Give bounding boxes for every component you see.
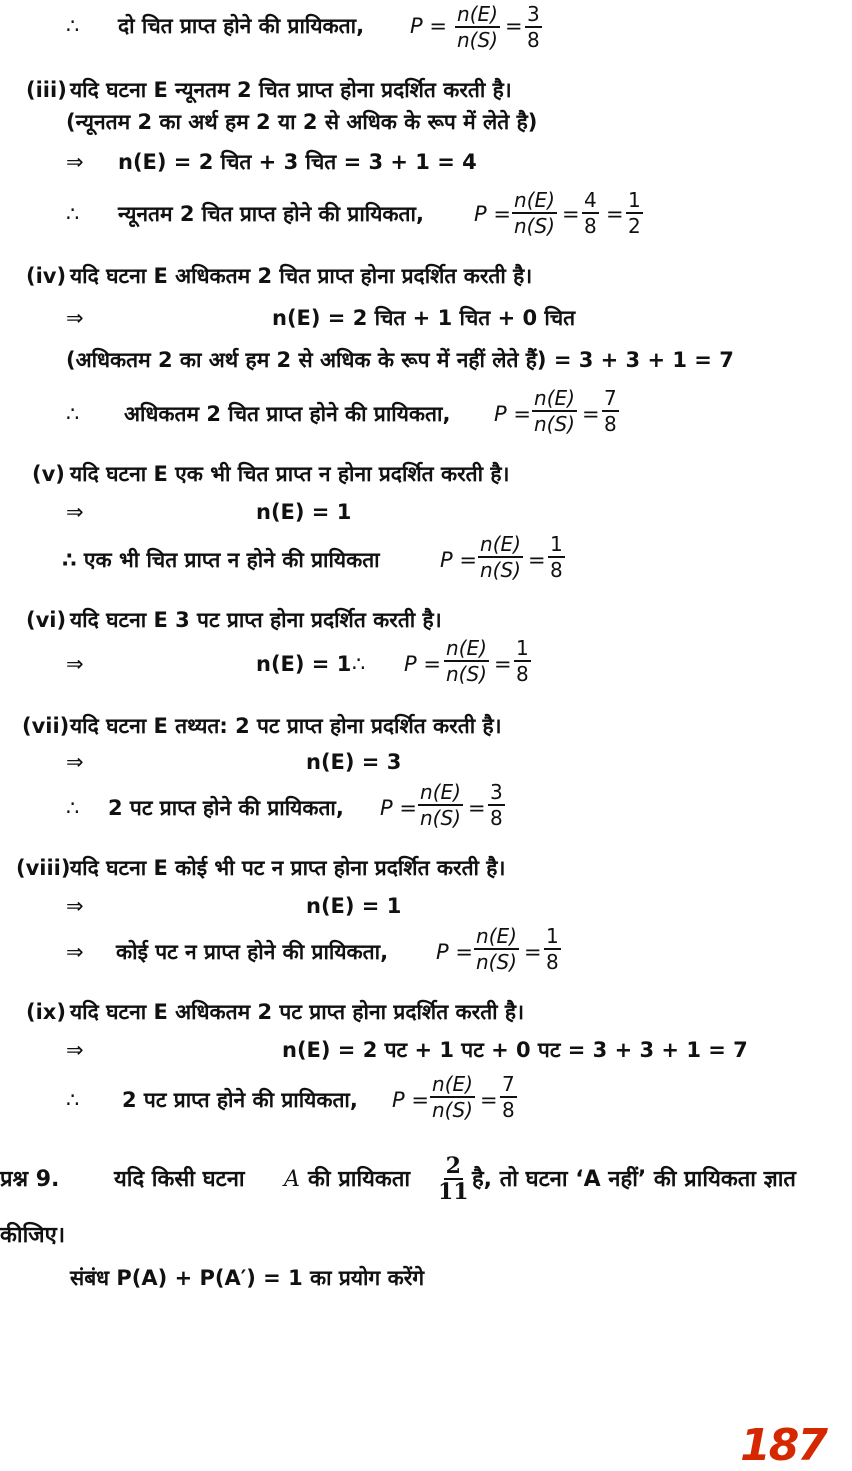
fraction-ne-ns xyxy=(430,1072,475,1122)
fraction-denominator: 8 xyxy=(584,214,597,238)
label-iii: (iii) xyxy=(26,78,67,102)
fraction-denominator: n(S) xyxy=(432,1098,473,1122)
implies-arrow: ⇒ xyxy=(66,306,84,330)
equals-sign: = xyxy=(524,940,542,964)
fraction-numerator: 1 xyxy=(516,636,529,660)
fraction-numerator: n(E) xyxy=(446,636,487,660)
label-vi: (vi) xyxy=(26,608,67,632)
fraction-numerator: 1 xyxy=(546,924,559,948)
p-equals: P = xyxy=(410,14,447,38)
p-equals: P = xyxy=(474,202,511,226)
fraction-value xyxy=(582,188,599,238)
page-number: 187 xyxy=(740,1420,826,1471)
label-ix: (ix) xyxy=(26,1000,66,1024)
fraction-value xyxy=(548,532,565,582)
probability-text: अधिकतम 2 चित प्राप्त होने की प्रायिकता, xyxy=(124,402,451,426)
fraction-denominator: 8 xyxy=(502,1098,515,1122)
equals-sign: = xyxy=(562,202,580,226)
fraction-numerator: n(E) xyxy=(457,2,498,26)
fraction-numerator: n(E) xyxy=(514,188,555,212)
case-iii-note: (न्यूनतम 2 का अर्थ हम 2 या 2 से अधिक के रूप में लेते है) xyxy=(66,110,538,134)
case-iii-ne: n(E) = 2 चित + 3 चित = 3 + 1 = 4 xyxy=(118,150,477,174)
fraction-ne-ns xyxy=(512,188,557,238)
fraction-numerator: n(E) xyxy=(476,924,517,948)
fraction-denominator: n(S) xyxy=(514,214,555,238)
fraction-numerator: 7 xyxy=(604,386,617,410)
fraction-value xyxy=(544,924,561,974)
implies-arrow: ⇒ xyxy=(66,1038,84,1062)
case-iv-ne: n(E) = 2 चित + 1 चित + 0 चित xyxy=(272,306,576,330)
fraction-value xyxy=(602,386,619,436)
fraction-ne-ns xyxy=(418,780,463,830)
label-viii: (viii) xyxy=(16,856,71,880)
case-ix-ne: n(E) = 2 पट + 1 पट + 0 पट = 3 + 3 + 1 = 7 xyxy=(282,1038,748,1062)
fraction-denominator: 8 xyxy=(604,412,617,436)
probability-text: कोई पट न प्राप्त होने की प्रायिकता, xyxy=(116,940,389,964)
fraction-denominator: 8 xyxy=(490,806,503,830)
fraction-denominator: 8 xyxy=(527,28,540,52)
fraction-numerator: 1 xyxy=(628,188,641,212)
fraction-denominator: n(S) xyxy=(457,28,498,52)
fraction-numerator: n(E) xyxy=(432,1072,473,1096)
fraction-ne-ns xyxy=(444,636,489,686)
label-vii: (vii) xyxy=(22,714,70,738)
question-9-text-d: कीजिए। xyxy=(0,1223,66,1248)
fraction-value xyxy=(488,780,505,830)
p-equals: P = xyxy=(404,652,441,676)
therefore-symbol: ∴ xyxy=(66,796,80,820)
therefore-symbol: ∴ xyxy=(66,202,80,226)
p-equals: P = xyxy=(392,1088,429,1112)
equals-sign: = xyxy=(505,14,523,38)
case-v-statement: यदि घटना E एक भी चित प्राप्त न होना प्रदर्शित करती है। xyxy=(70,462,510,486)
fraction-value xyxy=(500,1072,517,1122)
fraction-denominator: 2 xyxy=(628,214,641,238)
probability-text: 2 पट प्राप्त होने की प्रायिकता, xyxy=(108,796,344,820)
therefore-symbol: ∴ xyxy=(66,14,80,38)
implies-arrow: ⇒ xyxy=(66,500,84,524)
case-viii-ne: n(E) = 1 xyxy=(306,894,402,918)
implies-arrow: ⇒ xyxy=(66,652,84,676)
implies-arrow: ⇒ xyxy=(66,894,84,918)
fraction-numerator: 1 xyxy=(550,532,563,556)
fraction-numerator: n(E) xyxy=(534,386,575,410)
question-9-label: प्रश्न 9. xyxy=(0,1167,60,1192)
fraction-numerator: 3 xyxy=(527,2,540,26)
fraction-numerator: n(E) xyxy=(480,532,521,556)
label-v: (v) xyxy=(32,462,65,486)
therefore-symbol: ∴ xyxy=(352,652,366,676)
fraction-value xyxy=(514,636,531,686)
fraction-denominator: 11 xyxy=(438,1179,469,1205)
case-vii-statement: यदि घटना E तथ्यत: 2 पट प्राप्त होना प्रदर्शित करती है। xyxy=(70,714,502,738)
fraction-numerator: n(E) xyxy=(420,780,461,804)
fraction-denominator: n(S) xyxy=(420,806,461,830)
p-equals: P = xyxy=(436,940,473,964)
fraction-denominator: n(S) xyxy=(446,662,487,686)
fraction-numerator: 7 xyxy=(502,1072,515,1096)
question-9-var: A xyxy=(284,1167,300,1192)
fraction-numerator: 4 xyxy=(584,188,597,212)
fraction-ne-ns xyxy=(474,924,519,974)
case-iv-note: (अधिकतम 2 का अर्थ हम 2 से अधिक के रूप में नहीं लेते हैं) = 3 + 3 + 1 = 7 xyxy=(66,348,734,372)
probability-text: न्यूनतम 2 चित प्राप्त होने की प्रायिकता, xyxy=(118,202,424,226)
fraction-value xyxy=(626,188,643,238)
fraction-ne-ns xyxy=(532,386,577,436)
fraction-denominator: 8 xyxy=(546,950,559,974)
fraction-value xyxy=(525,2,542,52)
case-vii-ne: n(E) = 3 xyxy=(306,750,402,774)
fraction-numerator: 2 xyxy=(445,1153,461,1179)
fraction-denominator: n(S) xyxy=(480,558,521,582)
label-iv: (iv) xyxy=(26,264,67,288)
therefore-symbol: ∴ xyxy=(66,402,80,426)
equals-sign: = xyxy=(528,548,546,572)
case-viii-statement: यदि घटना E कोई भी पट न प्राप्त होना प्रदर्शित करती है। xyxy=(70,856,506,880)
implies-arrow: ⇒ xyxy=(66,940,84,964)
probability-text: ∴ एक भी चित प्राप्त न होने की प्रायिकता xyxy=(62,548,380,572)
probability-text: दो चित प्राप्त होने की प्रायिकता, xyxy=(118,14,365,38)
fraction-ne-ns xyxy=(478,532,523,582)
question-9-text-c: है, तो घटना ‘A नहीं’ की प्रायिकता ज्ञात xyxy=(472,1167,796,1192)
fraction-ne-ns xyxy=(455,2,500,52)
fraction-denominator: n(S) xyxy=(534,412,575,436)
case-vi-ne: n(E) = 1 xyxy=(256,652,352,676)
equals-sign: = xyxy=(494,652,512,676)
implies-arrow: ⇒ xyxy=(66,750,84,774)
case-vi-statement: यदि घटना E 3 पट प्राप्त होना प्रदर्शित करती है। xyxy=(70,608,442,632)
fraction-numerator: 3 xyxy=(490,780,503,804)
case-ix-statement: यदि घटना E अधिकतम 2 पट प्राप्त होना प्रदर्शित करती है। xyxy=(70,1000,525,1024)
equals-sign: = xyxy=(582,402,600,426)
fraction-denominator: 8 xyxy=(516,662,529,686)
question-9-text-a: यदि किसी घटना xyxy=(114,1167,245,1192)
case-v-ne: n(E) = 1 xyxy=(256,500,352,524)
implies-arrow: ⇒ xyxy=(66,150,84,174)
question-9-fraction xyxy=(436,1154,471,1204)
equals-sign: = xyxy=(480,1088,498,1112)
equals-sign: = xyxy=(468,796,486,820)
case-iv-statement: यदि घटना E अधिकतम 2 चित प्राप्त होना प्रदर्शित करती है। xyxy=(70,264,533,288)
p-equals: P = xyxy=(440,548,477,572)
p-equals: P = xyxy=(380,796,417,820)
question-9-hint: संबंध P(A) + P(A′) = 1 का प्रयोग करेंगे xyxy=(70,1266,425,1290)
question-9-text-b: की प्रायिकता xyxy=(308,1167,411,1192)
fraction-denominator: 8 xyxy=(550,558,563,582)
probability-text: 2 पट प्राप्त होने की प्रायिकता, xyxy=(122,1088,358,1112)
fraction-denominator: n(S) xyxy=(476,950,517,974)
p-equals: P = xyxy=(494,402,531,426)
equals-sign: = xyxy=(606,202,624,226)
therefore-symbol: ∴ xyxy=(66,1088,80,1112)
case-iii-statement: यदि घटना E न्यूनतम 2 चित प्राप्त होना प्रदर्शित करती है। xyxy=(70,78,512,102)
